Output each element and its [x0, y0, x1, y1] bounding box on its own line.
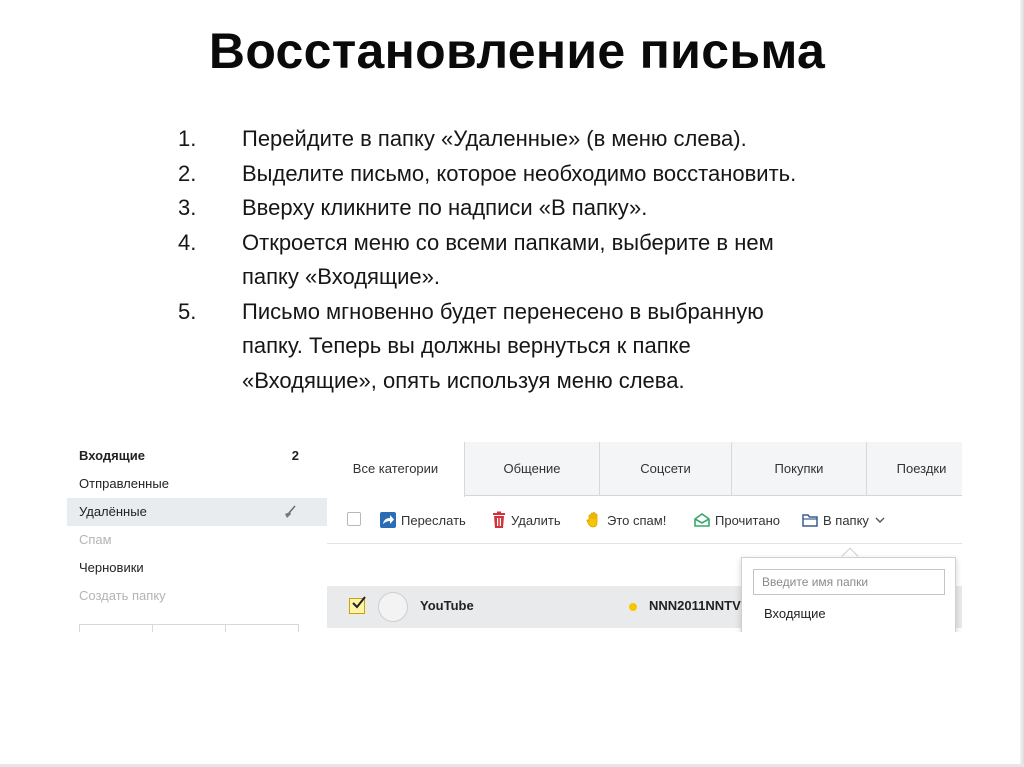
- instruction-step: [178, 191, 938, 226]
- folder-inbox[interactable]: [67, 442, 327, 470]
- tab-communication[interactable]: Общение: [465, 442, 600, 496]
- step-number: 4.: [178, 229, 197, 255]
- mail-screenshot: [67, 438, 962, 632]
- unread-count: 2: [291, 448, 299, 463]
- hand-icon: [585, 511, 603, 529]
- step-text: Откроется меню со всеми папками, выберите в нем папку «Входящие».: [242, 229, 774, 289]
- instruction-step: [178, 295, 938, 399]
- folder-icon: [801, 511, 819, 529]
- chevron-down-icon: [873, 514, 887, 526]
- create-folder-link[interactable]: [67, 582, 327, 610]
- checkmark-icon: [351, 595, 367, 611]
- tab-social[interactable]: Соцсети: [600, 442, 732, 496]
- folder-label: Отправленные: [79, 476, 169, 491]
- folder-label: Удалённые: [79, 504, 147, 519]
- step-number: 1.: [178, 126, 197, 151]
- avatar: [378, 592, 408, 622]
- instruction-step: [178, 157, 938, 192]
- spam-label: Это спам!: [607, 512, 667, 528]
- folder-popup: [741, 557, 956, 632]
- step-text: Письмо мгновенно будет перенесено в выбранную папку. Теперь вы должны вернуться к папке «Входящие», опять используя меню слева.: [242, 298, 764, 393]
- open-envelope-icon: [693, 511, 711, 529]
- folder-drafts[interactable]: [67, 554, 327, 582]
- to-folder-button[interactable]: [801, 510, 891, 530]
- instruction-list: [178, 122, 938, 398]
- mark-read-label: Прочитано: [715, 512, 780, 528]
- folder-button[interactable]: [80, 625, 153, 632]
- mark-read-button[interactable]: [693, 510, 780, 530]
- step-number: 3.: [178, 195, 197, 220]
- delete-label: Удалить: [511, 512, 561, 528]
- slide-title: Восстановление письма: [208, 23, 826, 79]
- step-number: 2.: [178, 160, 197, 186]
- folder-sidebar: [67, 438, 327, 632]
- folder-spam[interactable]: [67, 526, 327, 554]
- folder-button[interactable]: [226, 625, 298, 632]
- instruction-step: [178, 122, 938, 157]
- trash-icon: [491, 511, 507, 529]
- slide-edge: [1020, 0, 1024, 767]
- message-checkbox[interactable]: [349, 598, 365, 614]
- category-tabs: [327, 442, 962, 496]
- step-text: Выделите письмо, которое необходимо восстановить.: [242, 160, 797, 186]
- delete-button[interactable]: [491, 510, 561, 530]
- folder-button[interactable]: [153, 625, 226, 632]
- forward-label: Переслать: [401, 512, 466, 528]
- instruction-step: [178, 226, 938, 295]
- broom-icon[interactable]: [283, 505, 297, 519]
- folder-label: Создать папку: [79, 588, 166, 603]
- step-text: Вверху кликните по надписи «В папку».: [242, 195, 648, 220]
- folder-label: Входящие: [79, 448, 145, 463]
- folder-label: Спам: [79, 532, 112, 547]
- popup-folder-inbox[interactable]: Входящие: [764, 606, 826, 621]
- select-all-checkbox[interactable]: [347, 512, 361, 526]
- spam-button[interactable]: [585, 510, 666, 530]
- unread-dot[interactable]: [629, 603, 637, 611]
- step-text: Перейдите в папку «Удаленные» (в меню слева).: [242, 126, 747, 151]
- message-subject: NNN2011NNTV: [649, 598, 741, 613]
- forward-button[interactable]: [379, 510, 466, 530]
- tab-trips[interactable]: Поездки: [867, 442, 962, 496]
- forward-icon: [379, 511, 397, 529]
- folder-buttons: [79, 624, 299, 632]
- folder-sent[interactable]: [67, 470, 327, 498]
- folder-search-input[interactable]: [753, 569, 945, 595]
- mail-toolbar: [327, 496, 962, 544]
- message-sender: YouTube: [420, 598, 474, 613]
- to-folder-label: В папку: [823, 512, 869, 528]
- tab-all-categories[interactable]: Все категории: [327, 442, 465, 497]
- folder-deleted[interactable]: [67, 498, 327, 526]
- folder-label: Черновики: [79, 560, 144, 575]
- tab-shopping[interactable]: Покупки: [732, 442, 867, 496]
- step-number: 5.: [178, 298, 197, 324]
